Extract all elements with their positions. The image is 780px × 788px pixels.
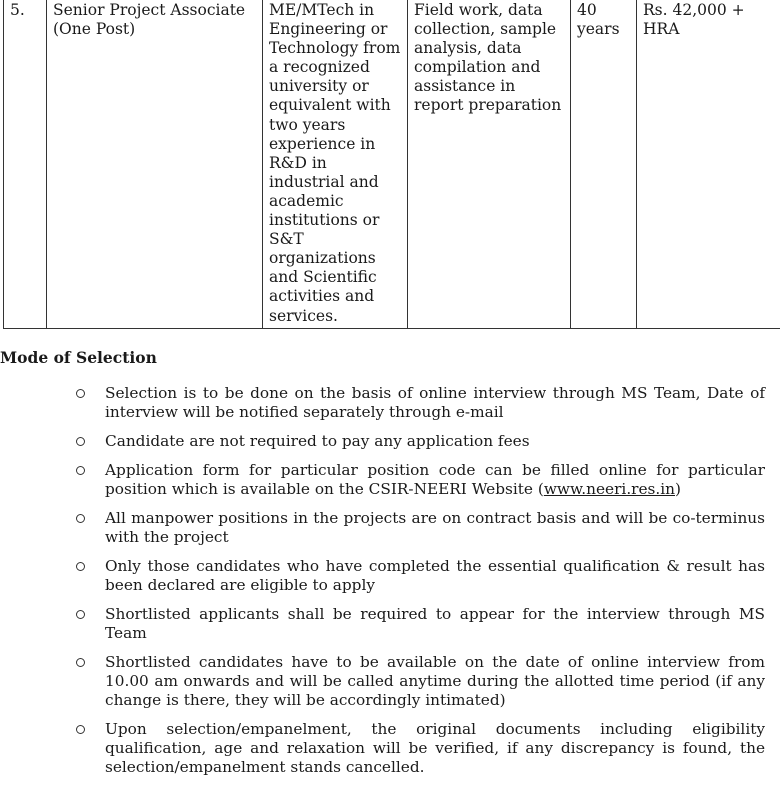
circle-bullet-icon (76, 610, 85, 619)
selection-list (76, 384, 765, 787)
circle-bullet-icon (76, 562, 85, 571)
post-name-cell: Senior Project Associate (One Post) (47, 0, 263, 329)
job-profile-cell: Field work, data collection, sample analysis, data compilation and assistance in report preparation (408, 0, 571, 329)
circle-bullet-icon (76, 514, 85, 523)
circle-bullet-icon (76, 725, 85, 734)
circle-bullet-icon (76, 389, 85, 398)
list-item: Selection is to be done on the basis of online interview through MS Team, Date of interview will be notified separately through e-mail (76, 384, 765, 422)
qualification-cell: ME/MTech in Engineering or Technology from a recognized university or equivalent with two years experience in R&D in industrial and academic institutions or S&T organizations and Scientific activities and services. (263, 0, 408, 329)
section-heading: Mode of Selection (0, 348, 157, 367)
circle-bullet-icon (76, 466, 85, 475)
circle-bullet-icon (76, 658, 85, 667)
circle-bullet-icon (76, 437, 85, 446)
salary-cell: Rs. 42,000 + HRA (637, 0, 780, 329)
website-link[interactable]: www.neeri.res.in (543, 480, 676, 498)
list-item: Shortlisted candidates have to be available on the date of online interview from 10.00 am onwards and will be called anytime during the allotted time period (if any change is there, they will be accordingly intimated) (76, 653, 765, 710)
list-item: Application form for particular position code can be filled online for particular position which is available on the CSIR-NEERI Website (www.neeri.res.in) (76, 461, 765, 499)
list-item: Shortlisted applicants shall be required to appear for the interview through MS Team (76, 605, 765, 643)
positions-table (3, 0, 780, 329)
list-item: Candidate are not required to pay any application fees (76, 432, 765, 451)
age-limit-cell: 40 years (571, 0, 637, 329)
list-item: Only those candidates who have completed the essential qualification & result has been declared are eligible to apply (76, 557, 765, 595)
list-item: All manpower positions in the projects are on contract basis and will be co-terminus with the project (76, 509, 765, 547)
serial-number-cell: 5. (4, 0, 47, 329)
list-item: Upon selection/empanelment, the original documents including eligibility qualification, age and relaxation will be verified, if any discrepancy is found, the selection/empanelment stands cancelled. (76, 720, 765, 777)
table-row (4, 0, 780, 329)
